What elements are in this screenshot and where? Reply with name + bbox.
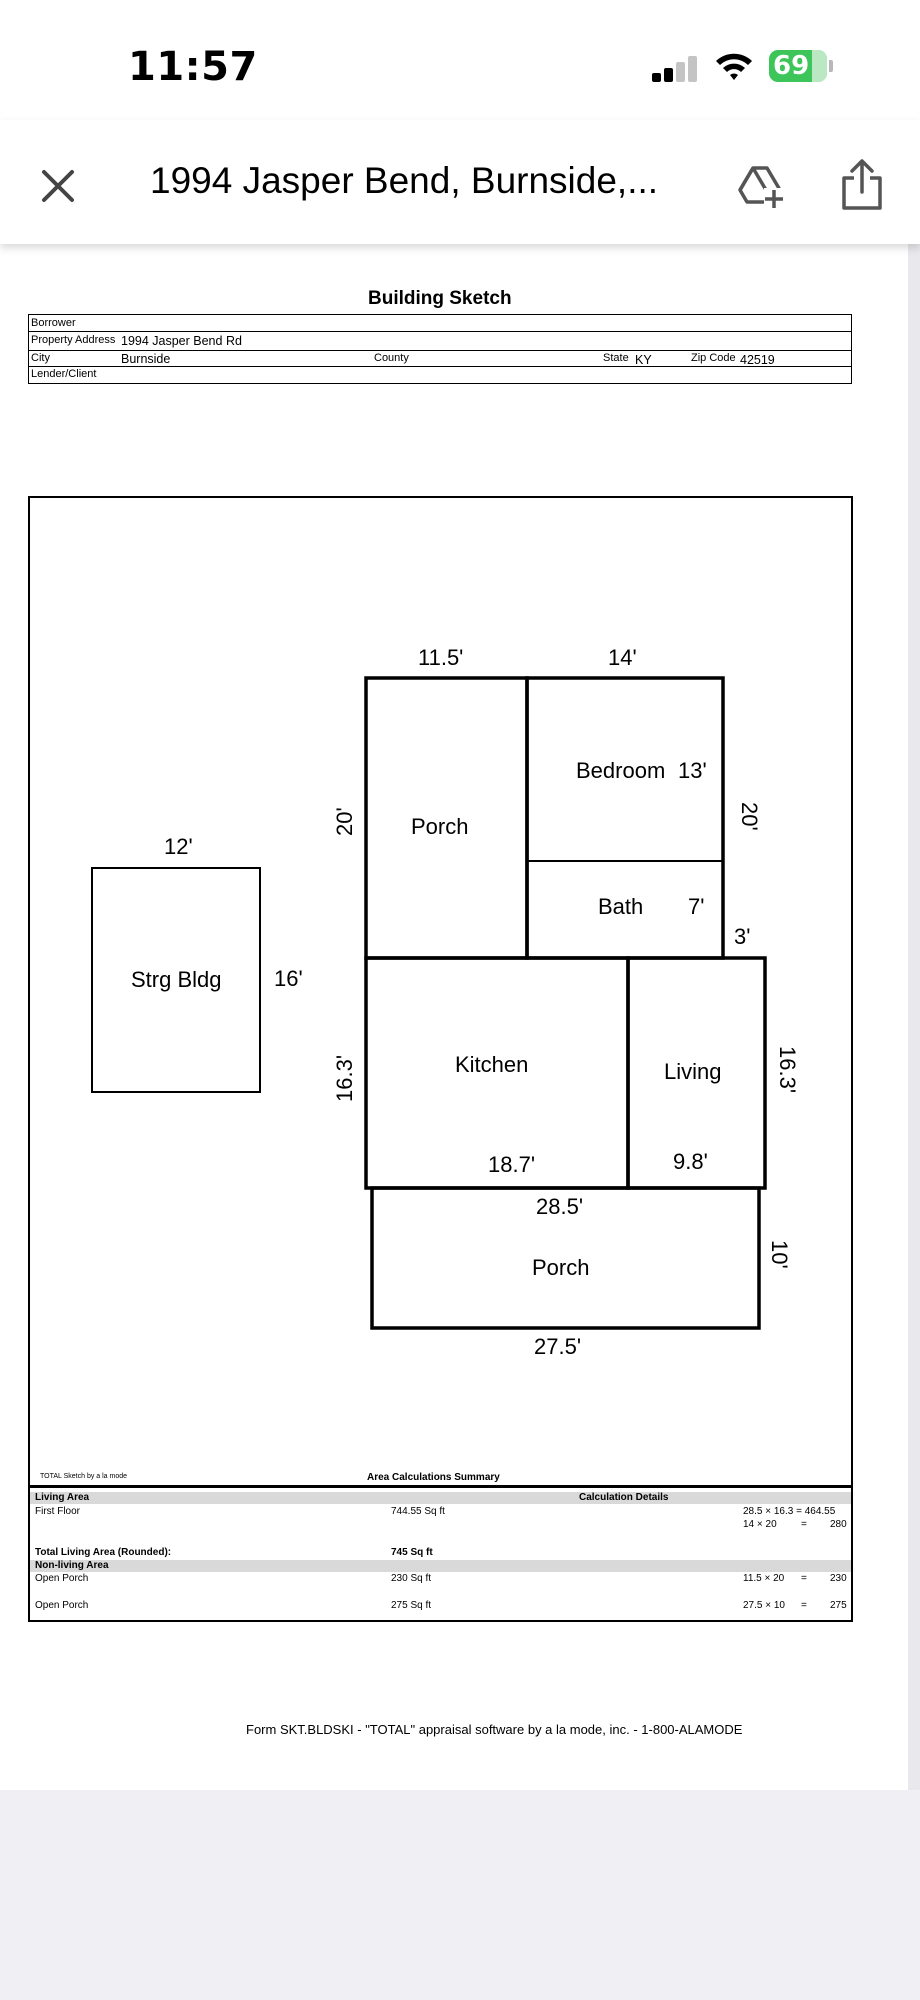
calc-details-label: Calculation Details <box>579 1492 669 1503</box>
page-title: Building Sketch <box>368 288 512 309</box>
calc-line-2-expr: 14 × 20 <box>743 1519 777 1530</box>
close-icon[interactable] <box>36 164 80 208</box>
dim-step: 3' <box>734 924 751 949</box>
first-floor-value: 744.55 Sq ft <box>391 1506 445 1517</box>
open-porch-1-calc-eq: = <box>801 1573 807 1584</box>
total-living-area-label: Total Living Area (Rounded): <box>35 1547 172 1558</box>
cellular-signal-icon <box>652 56 698 82</box>
calc-line-1: 28.5 × 16.3 = 464.55 <box>743 1506 836 1517</box>
open-porch-1-value: 230 Sq ft <box>391 1573 432 1584</box>
borrower-label: Borrower <box>31 317 76 329</box>
zip-value: 42519 <box>740 353 775 367</box>
dim-bedroom-width: 14' <box>608 645 637 670</box>
dim-left-lower-height: 16.3' <box>332 1054 357 1102</box>
dim-kitchen-width: 18.7' <box>488 1152 536 1177</box>
room-label-bath: Bath <box>598 894 644 919</box>
property-address-value: 1994 Jasper Bend Rd <box>121 334 242 348</box>
battery-cap <box>829 60 833 72</box>
dim-porch-bottom-width: 27.5' <box>534 1334 582 1359</box>
status-bar <box>0 0 920 120</box>
calc-line-2-result: 280 <box>830 1519 847 1530</box>
dim-porch-top-width: 11.5' <box>418 645 464 670</box>
open-porch-2-label: Open Porch <box>35 1600 89 1611</box>
add-to-drive-icon[interactable] <box>736 162 784 210</box>
document-nav-bar <box>0 120 920 244</box>
room-label-porch-bottom: Porch <box>532 1255 590 1280</box>
dim-storage-width: 12' <box>164 834 193 859</box>
property-address-label: Property Address <box>31 334 116 346</box>
share-icon[interactable] <box>838 158 886 212</box>
sketch-software-label: TOTAL Sketch by a la mode <box>40 1473 128 1480</box>
room-label-living: Living <box>664 1059 722 1084</box>
dim-porch-top-height: 20' <box>332 807 357 836</box>
room-label-storage: Strg Bldg <box>131 967 222 992</box>
dim-living-width: 9.8' <box>673 1149 708 1174</box>
open-porch-1-label: Open Porch <box>35 1573 89 1584</box>
area-summary-title: Area Calculations Summary <box>367 1472 500 1483</box>
state-label: State <box>603 352 629 364</box>
living-area-label: Living Area <box>35 1492 90 1503</box>
open-porch-1-calc-result: 230 <box>830 1573 847 1584</box>
dim-bath-depth: 7' <box>688 894 705 919</box>
dim-overall-width: 28.5' <box>536 1194 584 1219</box>
room-label-porch-top: Porch <box>411 814 469 839</box>
zip-label: Zip Code <box>691 352 736 364</box>
room-label-bedroom: Bedroom <box>576 758 666 783</box>
county-label: County <box>374 352 409 364</box>
room-label-kitchen: Kitchen <box>455 1052 529 1077</box>
form-footer: Form SKT.BLDSKI - "TOTAL" appraisal software by a la mode, inc. - 1-800-ALAMODE <box>246 1722 743 1737</box>
calc-line-2-eq: = <box>801 1519 807 1530</box>
lender-client-label: Lender/Client <box>31 368 97 380</box>
open-porch-2-calc-eq: = <box>801 1600 807 1611</box>
living-area-header-band <box>30 1492 851 1504</box>
open-porch-2-calc-expr: 27.5 × 10 <box>743 1600 785 1611</box>
open-porch-2-calc-result: 275 <box>830 1600 847 1611</box>
first-floor-label: First Floor <box>35 1506 80 1517</box>
document-title: 1994 Jasper Bend, Burnside,... <box>150 160 659 201</box>
area-summary-divider <box>28 1485 853 1488</box>
battery-icon: 69 <box>769 50 827 82</box>
state-value: KY <box>635 353 652 367</box>
dim-bedroom-depth: 13' <box>678 758 707 783</box>
non-living-area-label: Non-living Area <box>35 1560 109 1571</box>
city-label: City <box>31 352 50 364</box>
non-living-area-header-band <box>30 1560 851 1572</box>
page-scroll-gutter <box>908 244 920 1790</box>
dim-right-upper-height: 20' <box>737 802 762 831</box>
open-porch-1-calc-expr: 11.5 × 20 <box>743 1573 785 1584</box>
status-time: 11:57 <box>128 44 258 90</box>
open-porch-2-value: 275 Sq ft <box>391 1600 432 1611</box>
total-living-area-value: 745 Sq ft <box>391 1547 433 1558</box>
city-value: Burnside <box>121 352 171 366</box>
dim-porch-bottom-height: 10' <box>767 1240 792 1269</box>
wifi-icon <box>714 50 754 82</box>
property-header-table <box>28 314 852 384</box>
dim-storage-height: 16' <box>274 966 303 991</box>
dim-right-lower-height: 16.3' <box>775 1046 800 1094</box>
